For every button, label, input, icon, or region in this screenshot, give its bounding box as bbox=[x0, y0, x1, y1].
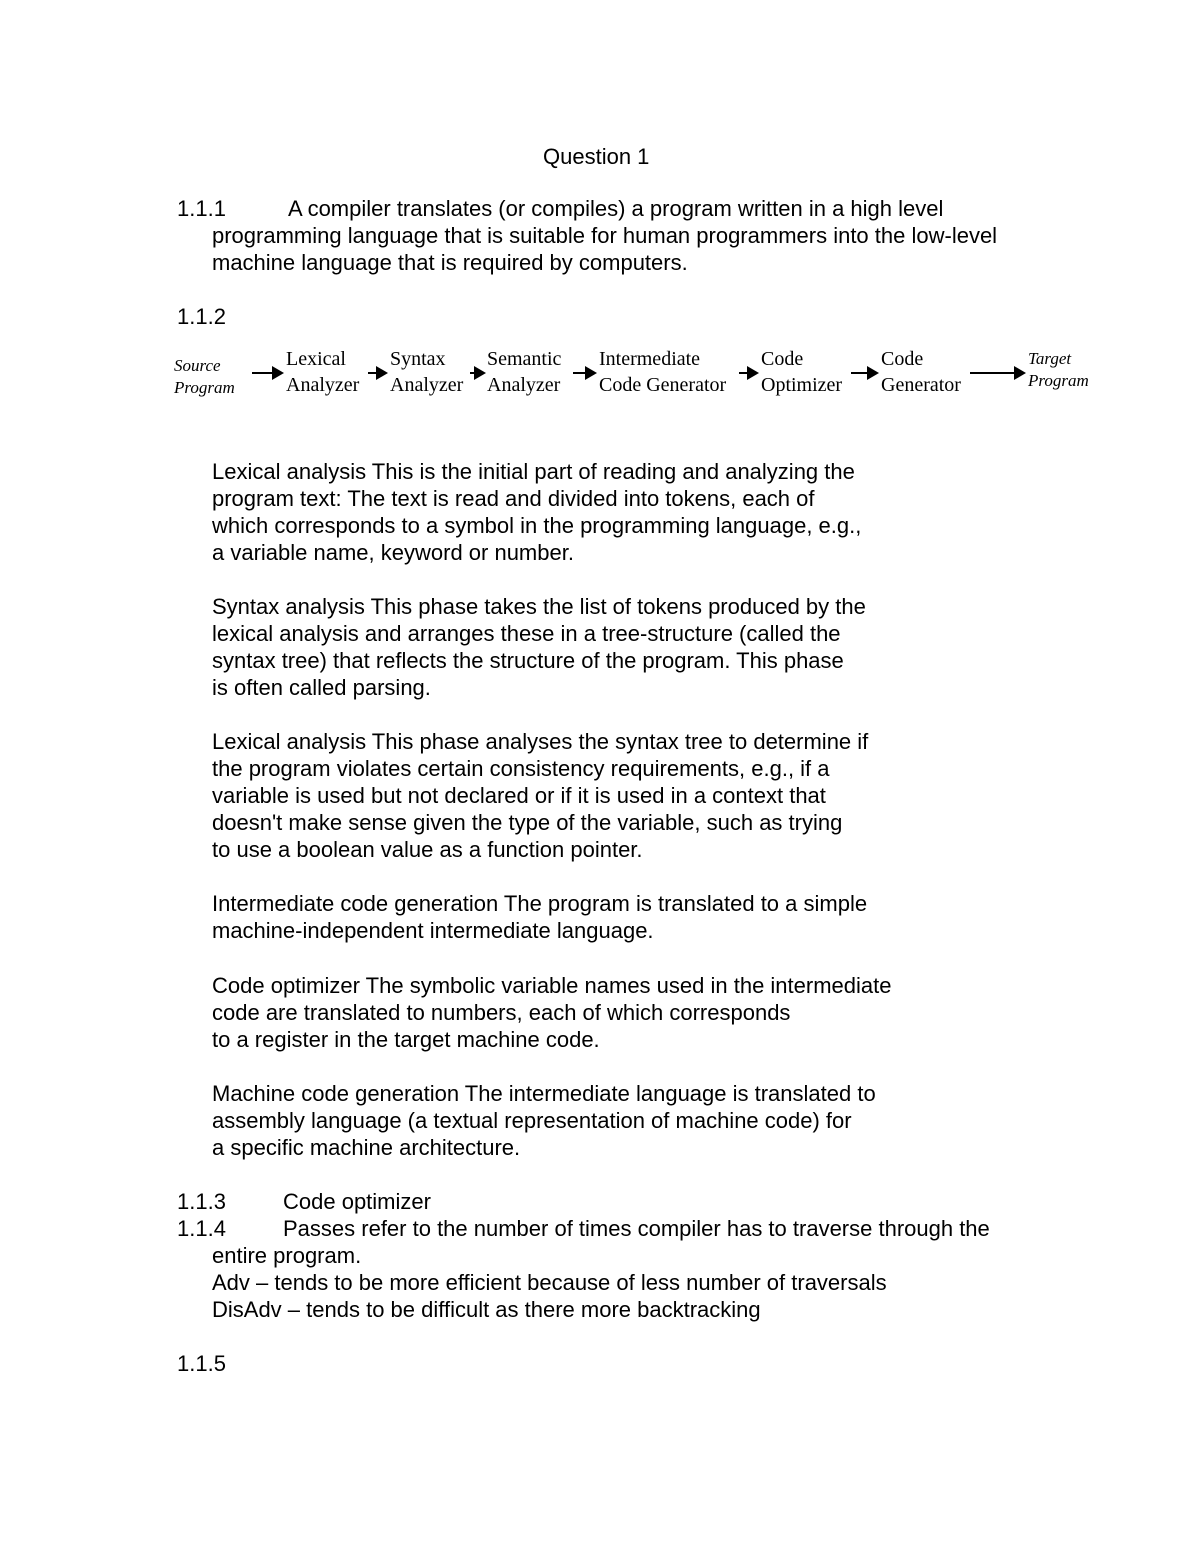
arrow-icon bbox=[851, 372, 877, 374]
paragraph-line: Lexical analysis This phase analyses the syntax tree to determine if bbox=[212, 729, 869, 754]
code-optimizer-label: Code bbox=[761, 348, 804, 370]
paragraph-line: is often called parsing. bbox=[212, 675, 431, 700]
target-program-label: Target bbox=[1028, 349, 1072, 368]
answer-line: machine language that is required by computers. bbox=[212, 250, 688, 275]
paragraph-line: Machine code generation The intermediate language is translated to bbox=[212, 1081, 876, 1106]
paragraph-line: the program violates certain consistency requirements, e.g., if a bbox=[212, 756, 830, 781]
paragraph-line: syntax tree) that reflects the structure of the program. This phase bbox=[212, 648, 844, 673]
paragraph-line: a variable name, keyword or number. bbox=[212, 540, 574, 565]
page-title: Question 1 bbox=[543, 144, 650, 169]
source-program-label: Source bbox=[174, 356, 221, 375]
syntax-analyzer-label: Syntax bbox=[390, 348, 446, 370]
answer-line: Passes refer to the number of times compiler has to traverse through the bbox=[283, 1216, 990, 1241]
semantic-analyzer-label: Analyzer bbox=[487, 374, 561, 396]
question-number-1-1-5: 1.1.5 bbox=[177, 1351, 226, 1376]
arrow-icon bbox=[970, 372, 1024, 374]
question-number-1-1-3: 1.1.3 bbox=[177, 1189, 226, 1214]
arrow-icon bbox=[252, 372, 282, 374]
answer-line: entire program. bbox=[212, 1243, 362, 1268]
paragraph-line: a specific machine architecture. bbox=[212, 1135, 521, 1160]
paragraph-line: code are translated to numbers, each of which corresponds bbox=[212, 1000, 791, 1025]
syntax-analyzer-label: Analyzer bbox=[390, 374, 464, 396]
paragraph-line: program text: The text is read and divided into tokens, each of bbox=[212, 486, 815, 511]
semantic-analyzer-label: Semantic bbox=[487, 348, 562, 370]
compiler-phases-diagram bbox=[0, 340, 1200, 410]
arrow-icon bbox=[368, 372, 386, 374]
lexical-analyzer-label: Analyzer bbox=[286, 374, 360, 396]
paragraph-line: machine-independent intermediate language. bbox=[212, 918, 654, 943]
answer-line: programming language that is suitable for human programmers into the low-level bbox=[212, 223, 998, 248]
paragraph-line: to use a boolean value as a function pointer. bbox=[212, 837, 643, 862]
paragraph-line: which corresponds to a symbol in the programming language, e.g., bbox=[212, 513, 862, 538]
intermediate-code-generator-label: Intermediate bbox=[599, 348, 701, 370]
target-program-label: Program bbox=[1028, 371, 1089, 390]
code-generator-label: Code bbox=[881, 348, 924, 370]
code-generator-label: Generator bbox=[881, 374, 961, 396]
answer-line: Code optimizer bbox=[283, 1189, 431, 1214]
answer-line: A compiler translates (or compiles) a program written in a high level bbox=[288, 196, 944, 221]
answer-line: Adv – tends to be more efficient because of less number of traversals bbox=[212, 1270, 887, 1295]
paragraph-line: to a register in the target machine code. bbox=[212, 1027, 600, 1052]
paragraph-line: Lexical analysis This is the initial part of reading and analyzing the bbox=[212, 459, 855, 484]
arrow-icon bbox=[739, 372, 757, 374]
answer-line: DisAdv – tends to be difficult as there more backtracking bbox=[212, 1297, 761, 1322]
question-number-1-1-2: 1.1.2 bbox=[177, 304, 226, 329]
code-optimizer-label: Optimizer bbox=[761, 374, 843, 396]
paragraph-line: Syntax analysis This phase takes the list of tokens produced by the bbox=[212, 594, 866, 619]
paragraph-line: variable is used but not declared or if it is used in a context that bbox=[212, 783, 826, 808]
question-number-1-1-4: 1.1.4 bbox=[177, 1216, 226, 1241]
arrow-icon bbox=[573, 372, 595, 374]
source-program-label: Program bbox=[174, 378, 235, 397]
paragraph-line: doesn't make sense given the type of the variable, such as trying bbox=[212, 810, 843, 835]
paragraph-line: Code optimizer The symbolic variable names used in the intermediate bbox=[212, 973, 892, 998]
paragraph-line: assembly language (a textual representation of machine code) for bbox=[212, 1108, 852, 1133]
lexical-analyzer-label: Lexical bbox=[286, 348, 346, 370]
arrow-icon bbox=[470, 372, 484, 374]
paragraph-line: Intermediate code generation The program is translated to a simple bbox=[212, 891, 868, 916]
paragraph-line: lexical analysis and arranges these in a tree-structure (called the bbox=[212, 621, 841, 646]
intermediate-code-generator-label: Code Generator bbox=[599, 374, 727, 396]
question-number-1-1-1: 1.1.1 bbox=[177, 196, 226, 221]
